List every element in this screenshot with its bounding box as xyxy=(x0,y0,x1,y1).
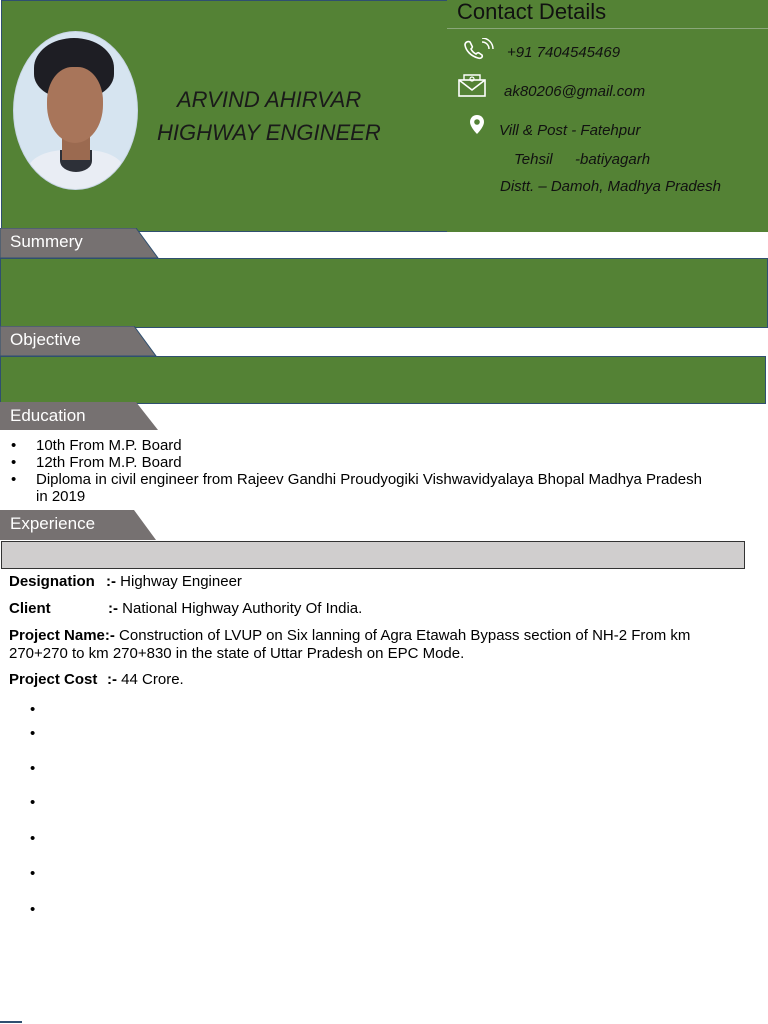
project-name-row xyxy=(9,627,690,644)
designation-value: Highway Engineer xyxy=(120,573,242,590)
education-heading: Education xyxy=(10,406,86,425)
empty-bullet: • xyxy=(30,794,36,811)
envelope-icon xyxy=(458,74,487,97)
education-item: • 10th From M.P. Board xyxy=(11,437,716,454)
project-cost-separator: :- xyxy=(107,671,117,688)
summary-box xyxy=(0,258,768,328)
designation-label: Designation xyxy=(9,573,95,590)
experience-company-bar xyxy=(1,541,745,569)
empty-bullet: • xyxy=(30,865,36,882)
project-cost-value: 44 Crore. xyxy=(121,671,184,688)
education-item: • Diploma in civil engineer from Rajeev Gandhi Proudyogiki Vishwavidyalaya Bhopal Madhya Pradesh in 2019 xyxy=(11,471,716,505)
designation-separator: :- xyxy=(106,573,116,590)
client-separator: :- xyxy=(108,600,118,617)
objective-section-tab xyxy=(0,326,160,356)
phone-number: +91 7404545469 xyxy=(507,44,621,61)
empty-bullet: • xyxy=(30,760,36,777)
designation-row xyxy=(9,573,95,590)
project-cost-value-row xyxy=(107,671,184,688)
summary-heading: Summery xyxy=(10,232,83,251)
photo-face xyxy=(47,67,103,143)
empty-bullet: • xyxy=(30,901,36,918)
phone-icon xyxy=(462,38,496,60)
experience-heading: Experience xyxy=(10,514,96,533)
client-row xyxy=(9,600,51,617)
education-list xyxy=(11,437,716,505)
project-name-line-1: Construction of LVUP on Six lanning of Agra Etawah Bypass section of NH-2 From km xyxy=(119,627,691,644)
contact-divider xyxy=(447,28,768,29)
profile-photo xyxy=(13,31,138,190)
contact-panel xyxy=(447,0,768,232)
project-cost-label: Project Cost xyxy=(9,671,98,688)
client-label: Client xyxy=(9,600,51,617)
contact-heading: Contact Details xyxy=(457,0,607,24)
project-cost-row xyxy=(9,671,97,688)
location-pin-icon xyxy=(469,114,485,136)
empty-bullet: • xyxy=(30,830,36,847)
candidate-name: ARVIND AHIRVAR xyxy=(177,87,362,112)
summary-section-tab xyxy=(0,228,160,258)
address-tehsil-value: -batiyagarh xyxy=(575,151,651,168)
objective-heading: Objective xyxy=(10,330,81,349)
empty-bullet: • xyxy=(30,701,36,718)
project-name-label: Project Name:- xyxy=(9,627,115,644)
designation-value-row xyxy=(106,573,242,590)
experience-section-tab xyxy=(0,510,160,540)
email-address: ak80206@gmail.com xyxy=(504,83,646,100)
project-name-line-2: 270+270 to km 270+830 in the state of Uttar Pradesh on EPC Mode. xyxy=(9,645,465,662)
address-line-3: Distt. – Damoh, Madhya Pradesh xyxy=(500,178,721,195)
empty-bullet: • xyxy=(30,725,36,742)
client-value: National Highway Authority Of India. xyxy=(122,600,363,617)
education-item: • 12th From M.P. Board xyxy=(11,454,716,471)
candidate-title: HIGHWAY ENGINEER xyxy=(157,120,381,145)
address-tehsil-label: Tehsil xyxy=(514,151,553,168)
page-corner-mark xyxy=(0,1021,22,1023)
objective-box xyxy=(0,356,766,404)
client-value-row xyxy=(108,600,362,617)
education-section-tab xyxy=(0,402,160,432)
address-line-1: Vill & Post - Fatehpur xyxy=(499,122,641,139)
